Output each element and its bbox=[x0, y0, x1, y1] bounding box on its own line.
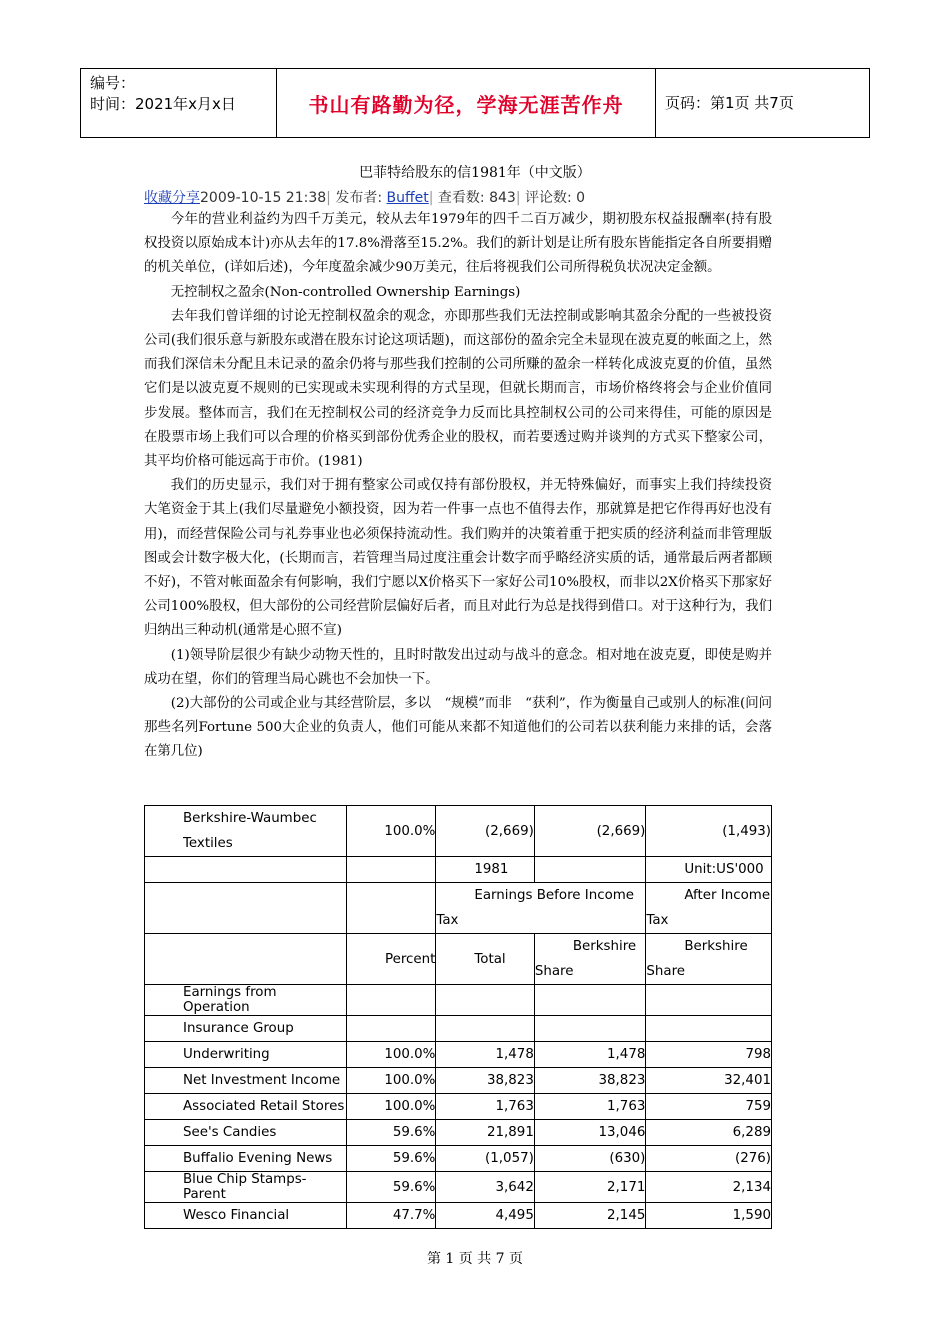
table-row bbox=[145, 1120, 772, 1146]
article-meta: 收藏分享2009-10-15 21:38| 发布者: Buffet| 查看数: 843| 评论数: 0 bbox=[144, 190, 586, 206]
row-percent: 47.7% bbox=[346, 1203, 435, 1229]
header-divider bbox=[869, 69, 870, 137]
table-row bbox=[145, 934, 772, 985]
row-after-tax: 6,289 bbox=[646, 1120, 772, 1146]
publisher-label: 发布者: bbox=[335, 190, 387, 206]
table-row bbox=[145, 1172, 772, 1203]
row-name: Buffalio Evening News bbox=[145, 1146, 347, 1172]
view-count: 查看数: 843 bbox=[437, 190, 516, 206]
article-title: 巴菲特给股东的信1981年（中文版） bbox=[359, 165, 591, 181]
earnings-table bbox=[144, 805, 772, 1229]
page-footer: 第 1 页 共 7 页 bbox=[426, 1251, 524, 1267]
table-cell bbox=[145, 883, 347, 934]
comment-count: 评论数: 0 bbox=[524, 190, 586, 206]
col-share-after-header: Berkshire Share bbox=[646, 934, 772, 985]
table-row bbox=[145, 857, 772, 883]
row-after-tax: 2,134 bbox=[646, 1172, 772, 1203]
paragraph: 去年我们曾详细的讨论无控制权盈余的观念，亦即那些我们无法控制或影响其盈余分配的一些被投资公司(我们很乐意与新股东或潜在股东讨论这项话题)，而这部份的盈余完全未显现在波克夏的帐面之上，然而我们深信未分配且未记录的盈余仍将与那些我们控制的公司所赚的盈余一样转化成波克夏的价值，虽然它们是以波克夏不规则的已实现或未实现利得的方式呈现，但就长期而言，市场价格终将会与企业价值同步发展。整体而言，我们在无控制权公司的经济竞争力反而比具控制权公司的公司来得佳，可能的原因是在股票市场上我们可以合理的价格买到部份优秀企业的股权，而若要透过购并谈判的方式买下整家公司，其平均价格可能远高于市价。(1981) bbox=[144, 308, 772, 470]
paragraph: (1)领导阶层很少有缺少动物天性的，且时时散发出过动与战斗的意念。相对地在波克夏，即使是购并成功在望，你们的管理当局心跳也不会加快一下。 bbox=[144, 647, 772, 687]
row-percent: 59.6% bbox=[346, 1120, 435, 1146]
table-row bbox=[145, 1042, 772, 1068]
ebit-header: Earnings Before Income Tax bbox=[436, 883, 646, 934]
row-after-tax: 759 bbox=[646, 1094, 772, 1120]
paragraph: 我们的历史显示，我们对于拥有整家公司或仅持有部份股权，并无特殊偏好，而事实上我们持续投资大笔资金于其上(我们尽量避免小额投资，因为若一件事一点也不值得去作，那就算是把它作得再好也没有用)，而经营保险公司与礼券事业也必须保持流动性。我们购并的决策着重于把实质的经济利益而非管理版图或会计数字极大化，(长期而言，若管理当局过度注重会计数字而乎略经济实质的话，通常最后两者都顾不好)，不管对帐面盈余有何影响，我们宁愿以X价格买下一家好公司10%股权，而非以2X价格买下那家好公司100%股权，但大部份的公司经营阶层偏好后者，而且对此行为总是找得到借口。对于这种行为，我们归纳出三种动机(通常是心照不宣) bbox=[144, 478, 772, 639]
table-row bbox=[145, 1016, 772, 1042]
table-cell bbox=[145, 934, 347, 985]
page-header bbox=[80, 68, 870, 138]
row-after-tax: 798 bbox=[646, 1042, 772, 1068]
row-name: See's Candies bbox=[145, 1120, 347, 1146]
row-total: (1,057) bbox=[436, 1146, 534, 1172]
row-total: 4,495 bbox=[436, 1203, 534, 1229]
table-cell bbox=[534, 857, 646, 883]
row-percent: 100.0% bbox=[346, 1094, 435, 1120]
col-percent-header: Percent bbox=[346, 934, 435, 985]
section-heading: 无控制权之盈余(Non-controlled Ownership Earnings) bbox=[170, 284, 521, 300]
col-share-header: Berkshire Share bbox=[534, 934, 646, 985]
row-percent: 100.0% bbox=[346, 1068, 435, 1094]
row-name: Associated Retail Stores bbox=[145, 1094, 347, 1120]
row-total: 38,823 bbox=[436, 1068, 534, 1094]
table-row bbox=[145, 1146, 772, 1172]
bookmark-share-link[interactable]: 收藏分享 bbox=[144, 190, 200, 206]
table-year: 1981 bbox=[436, 857, 534, 883]
table-row bbox=[145, 1068, 772, 1094]
row-total: 1,763 bbox=[436, 1094, 534, 1120]
document-number: 编号： bbox=[90, 74, 136, 92]
row-percent: 100.0% bbox=[346, 1042, 435, 1068]
row-total: 3,642 bbox=[436, 1172, 534, 1203]
table-row bbox=[145, 1094, 772, 1120]
row-name: Underwriting bbox=[145, 1042, 347, 1068]
row-total: 1,478 bbox=[436, 1042, 534, 1068]
table-cell bbox=[346, 883, 435, 934]
table-cell bbox=[145, 857, 347, 883]
article-body bbox=[144, 208, 772, 765]
header-divider bbox=[80, 69, 81, 137]
row-after-tax: (276) bbox=[646, 1146, 772, 1172]
table-cell: (1,493) bbox=[646, 806, 772, 857]
table-row bbox=[145, 985, 772, 1016]
publisher-link[interactable]: Buffet bbox=[386, 190, 429, 206]
row-name: Blue Chip Stamps-Parent bbox=[145, 1172, 347, 1203]
row-share: 13,046 bbox=[534, 1120, 646, 1146]
table-cell: (2,669) bbox=[436, 806, 534, 857]
row-total: 21,891 bbox=[436, 1120, 534, 1146]
section-label: Earnings from Operation bbox=[145, 985, 347, 1016]
header-motto: 书山有路勤为径，学海无涯苦作舟 bbox=[308, 92, 624, 117]
paragraph: (2)大部份的公司或企业与其经营阶层，多以 “规模”而非 “获利”，作为衡量自己或别人的标准(问问那些名列Fortune 500大企业的负责人，他们可能从来都不知道他们的公司若以获利能力来排的话，会落在第几位) bbox=[144, 696, 772, 760]
header-info bbox=[90, 73, 236, 115]
table-unit: Unit:US'000 bbox=[646, 857, 772, 883]
row-share: 38,823 bbox=[534, 1068, 646, 1094]
row-name: Wesco Financial bbox=[145, 1203, 347, 1229]
table-cell bbox=[346, 857, 435, 883]
table-cell: (2,669) bbox=[534, 806, 646, 857]
table-row bbox=[145, 883, 772, 934]
row-share: 2,145 bbox=[534, 1203, 646, 1229]
table-row bbox=[145, 806, 772, 857]
table-cell: Berkshire-Waumbec Textiles bbox=[145, 806, 347, 857]
table-row bbox=[145, 1203, 772, 1229]
row-share: 2,171 bbox=[534, 1172, 646, 1203]
section-label: Insurance Group bbox=[145, 1016, 347, 1042]
header-page-number: 页码：第1页 共7页 bbox=[665, 94, 794, 112]
row-share: 1,763 bbox=[534, 1094, 646, 1120]
col-total-header: Total bbox=[436, 934, 534, 985]
document-date: 时间：2021年x月x日 bbox=[90, 95, 236, 113]
row-percent: 59.6% bbox=[346, 1146, 435, 1172]
row-after-tax: 1,590 bbox=[646, 1203, 772, 1229]
after-tax-header: After Income Tax bbox=[646, 883, 772, 934]
row-share: (630) bbox=[534, 1146, 646, 1172]
table-cell: 100.0% bbox=[346, 806, 435, 857]
row-percent: 59.6% bbox=[346, 1172, 435, 1203]
row-share: 1,478 bbox=[534, 1042, 646, 1068]
row-after-tax: 32,401 bbox=[646, 1068, 772, 1094]
row-name: Net Investment Income bbox=[145, 1068, 347, 1094]
paragraph: 今年的营业利益约为四千万美元，较从去年1979年的四千二百万减少，期初股东权益报酬率(持有股权投资以原始成本计)亦从去年的17.8%滑落至15.2%。我们的新计划是让所有股东皆能指定各自所要捐赠的机关单位，(详如后述)，今年度盈余减少90万美元，往后将视我们公司所得税负状况决定金额。 bbox=[144, 212, 772, 276]
post-datetime: 2009-10-15 21:38 bbox=[200, 190, 327, 206]
